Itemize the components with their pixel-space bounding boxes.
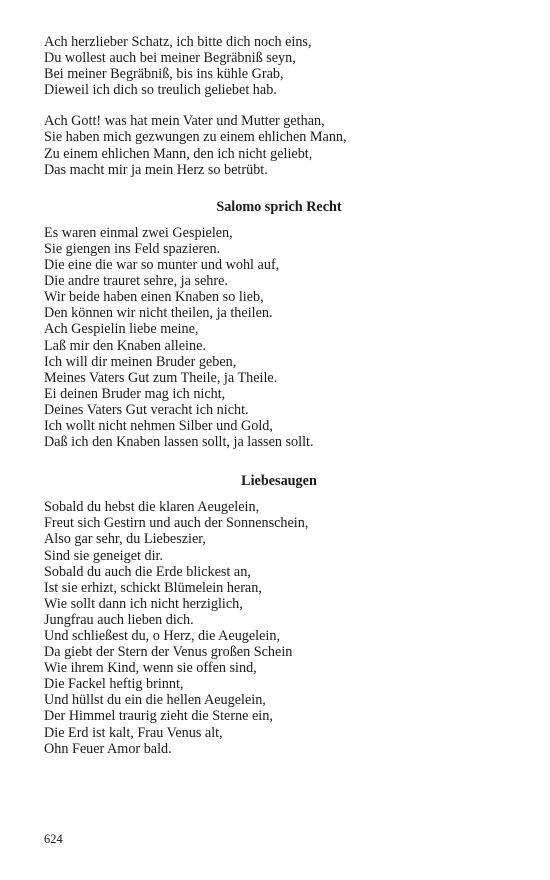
- poem-line: Die Fackel heftig brinnt,: [44, 676, 184, 693]
- poem-line: Die andre trauret sehre, ja sehre.: [44, 273, 228, 290]
- previous-poem-stanza-2: [44, 113, 514, 177]
- poem-line: Ist sie erhizt, schickt Blümelein heran,: [44, 579, 262, 596]
- poem-line: Jungfrau auch lieben dich.: [44, 611, 194, 628]
- poem-line: Sie haben mich gezwungen zu einem ehlichen Mann,: [44, 129, 347, 146]
- stanza-gap: [44, 98, 514, 113]
- poem-line: Also gar sehr, du Liebeszier,: [44, 531, 206, 548]
- poem-line: Meines Vaters Gut zum Theile, ja Theile.: [44, 369, 278, 386]
- poem-line: Das macht mir ja mein Herz so betrübt.: [44, 161, 268, 178]
- poem-line: Sobald du hebst die klaren Aeugelein,: [44, 499, 260, 516]
- poem-line: Sind sie geneiget dir.: [44, 547, 163, 564]
- poem-liebesaugen-body: [44, 499, 514, 757]
- page-body: [44, 34, 514, 757]
- poem-line: Sie giengen ins Feld spazieren.: [44, 240, 221, 257]
- poem-line: Es waren einmal zwei Gespielen,: [44, 224, 233, 241]
- poem-line: Ach herzlieber Schatz, ich bitte dich noch eins,: [44, 34, 312, 50]
- poem-line: Zu einem ehlichen Mann, den ich nicht geliebt,: [44, 145, 313, 162]
- poem-line: Sobald du auch die Erde blickest an,: [44, 563, 251, 580]
- poem-line: Da giebt der Stern der Venus großen Schein: [44, 644, 293, 661]
- poem-line: Ich will dir meinen Bruder geben,: [44, 353, 237, 370]
- poem-title-liebesaugen: Liebesaugen: [241, 473, 317, 490]
- poem-line: Wie ihrem Kind, wenn sie offen sind,: [44, 660, 257, 677]
- poem-line: Laß mir den Knaben alleine.: [44, 337, 206, 354]
- poem-line: Ei deinen Bruder mag ich nicht,: [44, 385, 226, 402]
- poem-title-salomo: Salomo sprich Recht: [216, 198, 342, 215]
- poem-line: Wir beide haben einen Knaben so lieb,: [44, 289, 264, 306]
- poem-line: Ach Gott! was hat mein Vater und Mutter gethan,: [44, 113, 325, 130]
- poem-line: Du wollest auch bei meiner Begräbniß seyn,: [44, 50, 296, 67]
- poem-line: Freut sich Gestirn und auch der Sonnenschein,: [44, 515, 309, 532]
- poem-line: Deines Vaters Gut veracht ich nicht.: [44, 401, 249, 418]
- poem-line: Der Himmel traurig zieht die Sterne ein,: [44, 708, 273, 725]
- poem-salomo-body: [44, 225, 514, 450]
- poem-line: Und schließest du, o Herz, die Aeugelein,: [44, 628, 280, 644]
- poem-line: Dieweil ich dich so treulich geliebet hab.: [44, 82, 277, 99]
- page-number: 624: [44, 832, 63, 846]
- poem-line: Die eine die war so munter und wohl auf,: [44, 257, 280, 274]
- poem-line: Den können wir nicht theilen, ja theilen.: [44, 305, 273, 322]
- poem-line: Ich wollt nicht nehmen Silber und Gold,: [44, 417, 273, 434]
- poem-line: Wie sollt dann ich nicht herziglich,: [44, 595, 243, 612]
- poem-line: Bei meiner Begräbniß, bis ins kühle Grab,: [44, 66, 284, 83]
- poem-line: Die Erd ist kalt, Frau Venus alt,: [44, 724, 223, 741]
- poem-line: Daß ich den Knaben lassen sollt, ja lassen sollt.: [44, 434, 314, 451]
- poem-line: Ohn Feuer Amor bald.: [44, 740, 172, 757]
- poem-line: Und hüllst du ein die hellen Aeugelein,: [44, 692, 266, 709]
- poem-line: Ach Gespielin liebe meine,: [44, 321, 199, 338]
- previous-poem-stanza-1: [44, 34, 514, 98]
